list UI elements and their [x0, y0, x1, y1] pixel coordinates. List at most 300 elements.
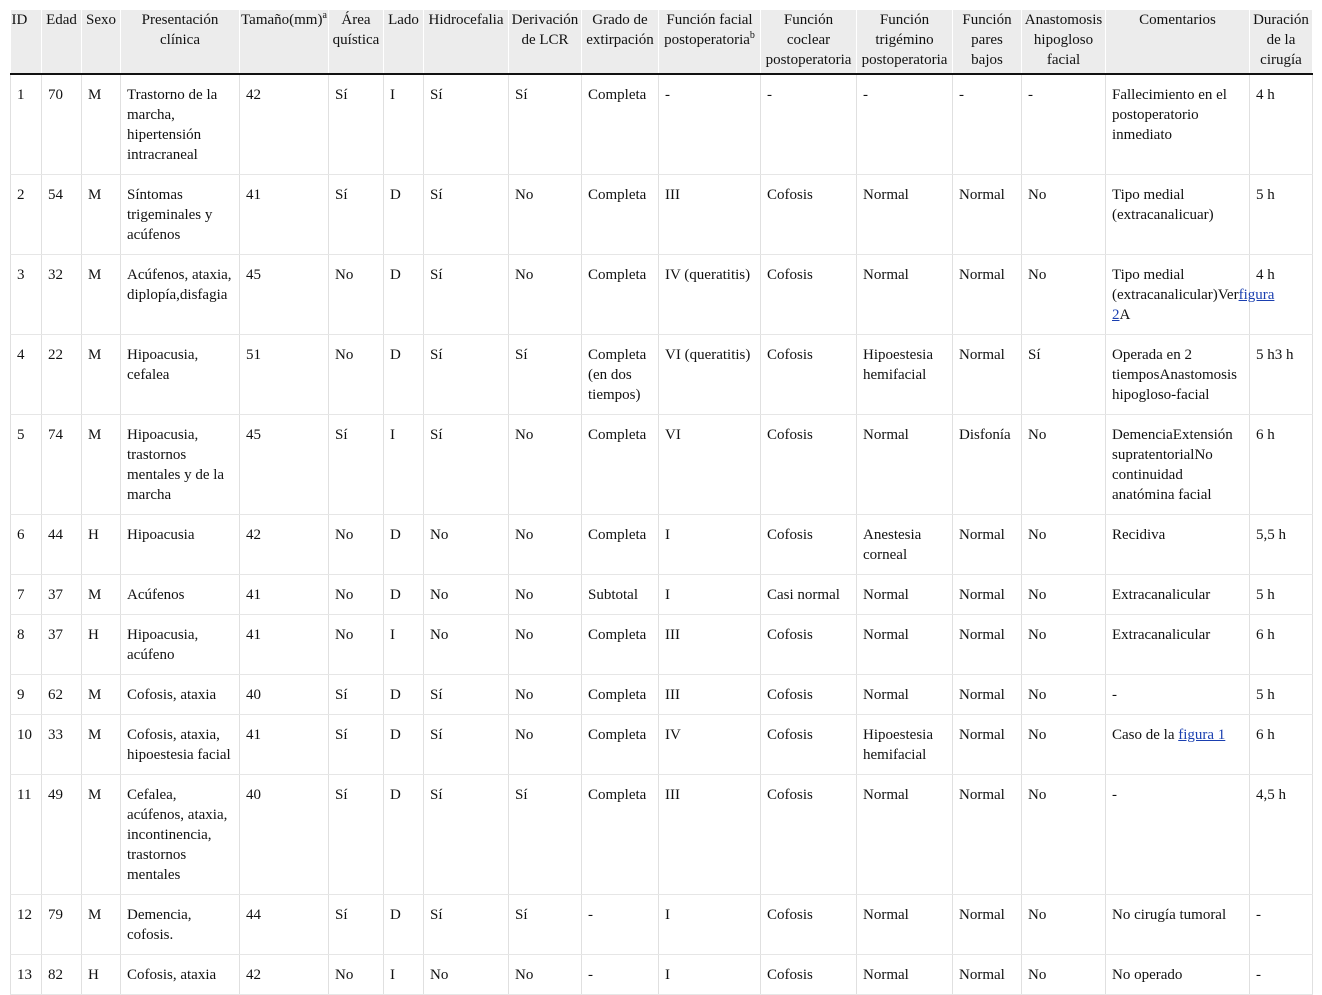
table-cell	[659, 955, 761, 995]
table-cell	[424, 675, 509, 715]
table-cell	[1106, 175, 1250, 255]
cell-text: 5 h3 h	[1256, 347, 1294, 363]
cell-text: D	[390, 787, 401, 803]
cell-text: No	[1028, 187, 1047, 203]
cell-text: Completa (en dos tiempos)	[588, 347, 647, 403]
cell-text: Sí	[430, 907, 443, 923]
cell-text: No	[430, 627, 449, 643]
cell-text: 33	[48, 727, 63, 743]
table-cell	[329, 515, 384, 575]
table-cell	[384, 675, 424, 715]
table-cell	[121, 895, 240, 955]
table-cell	[953, 615, 1022, 675]
table-cell	[1022, 955, 1106, 995]
table-cell	[384, 74, 424, 175]
cell-text: M	[88, 587, 102, 603]
cell-text: M	[88, 87, 102, 103]
table-cell	[953, 255, 1022, 335]
cell-text: 79	[48, 907, 63, 923]
cell-text: Sí	[335, 907, 348, 923]
cell-text: Normal	[863, 687, 909, 703]
cell-text: H	[88, 967, 99, 983]
table-cell	[121, 515, 240, 575]
table-cell	[761, 775, 857, 895]
cell-text: Operada en 2 tiemposAnastomosis hipogloso-facial	[1112, 347, 1238, 403]
table-header	[11, 10, 1313, 74]
table-cell	[11, 775, 42, 895]
table-cell	[384, 575, 424, 615]
cell-text: I	[390, 87, 395, 103]
table-cell	[11, 615, 42, 675]
cell-text: VI (queratitis)	[665, 347, 751, 363]
table-cell	[509, 775, 582, 895]
cell-text: 42	[246, 87, 261, 103]
cell-text: 2	[17, 187, 25, 203]
cell-text: M	[88, 347, 102, 363]
cell-text: 9	[17, 687, 25, 703]
cell-text: Cofosis	[767, 727, 813, 743]
cell-text: Sí	[335, 427, 348, 443]
table-cell	[1106, 955, 1250, 995]
cell-text: Hipoestesia hemifacial	[863, 727, 933, 763]
table-cell	[1022, 335, 1106, 415]
table-cell	[82, 775, 121, 895]
column-header-label: Comentarios	[1139, 12, 1216, 28]
cell-text: D	[390, 587, 401, 603]
table-cell	[82, 415, 121, 515]
cell-text: M	[88, 727, 102, 743]
cell-text: No cirugía tumoral	[1112, 907, 1227, 923]
cell-text: 22	[48, 347, 63, 363]
cell-text: Sí	[515, 787, 528, 803]
cell-text: IV	[665, 727, 681, 743]
cell-text: D	[390, 527, 401, 543]
table-cell	[509, 74, 582, 175]
table-cell	[509, 255, 582, 335]
table-cell	[42, 575, 82, 615]
column-header-label: Derivación de LCR	[511, 12, 579, 48]
table-cell	[659, 255, 761, 335]
table-cell	[857, 255, 953, 335]
table-cell	[82, 335, 121, 415]
table-cell	[11, 575, 42, 615]
cell-text: 41	[246, 627, 261, 643]
cell-text: 6	[17, 527, 25, 543]
table-cell	[1106, 895, 1250, 955]
table-cell	[1106, 715, 1250, 775]
cell-text: Tipo medial (extracanalicuar)	[1112, 187, 1214, 223]
cell-text: 6 h	[1256, 727, 1275, 743]
table-cell	[1250, 955, 1313, 995]
cell-text: 41	[246, 587, 261, 603]
table-cell	[953, 895, 1022, 955]
table-cell	[424, 175, 509, 255]
table-cell	[857, 955, 953, 995]
column-header-label: Función coclear postoperatoria	[765, 12, 852, 68]
table-cell	[582, 775, 659, 895]
table-cell	[761, 335, 857, 415]
table-cell	[857, 895, 953, 955]
cell-text: Tipo medial (extracanalicular)Ver	[1112, 267, 1239, 303]
cell-text: No	[335, 267, 354, 283]
cell-text: Cofosis, ataxia, hipoestesia facial	[127, 727, 231, 763]
cell-text: Cofosis	[767, 527, 813, 543]
cell-text: Sí	[335, 687, 348, 703]
table-cell	[384, 175, 424, 255]
cell-text: 40	[246, 787, 261, 803]
cell-text: III	[665, 187, 680, 203]
table-cell	[329, 175, 384, 255]
cell-text: Normal	[959, 267, 1005, 283]
table-cell	[1106, 675, 1250, 715]
cell-text: III	[665, 627, 680, 643]
table-cell	[582, 415, 659, 515]
table-cell	[1250, 715, 1313, 775]
table-row	[11, 515, 1313, 575]
cell-text: Normal	[863, 907, 909, 923]
cell-text: Cofosis	[767, 347, 813, 363]
cell-text: Sí	[430, 347, 443, 363]
table-row	[11, 575, 1313, 615]
cell-text: No	[1028, 527, 1047, 543]
table-cell	[509, 335, 582, 415]
cell-text: I	[390, 627, 395, 643]
table-cell	[11, 895, 42, 955]
table-cell	[582, 335, 659, 415]
cell-text: Hipoestesia hemifacial	[863, 347, 933, 383]
table-cell	[240, 415, 329, 515]
cell-text: Sí	[335, 727, 348, 743]
table-cell	[240, 74, 329, 175]
table-cell	[42, 74, 82, 175]
table-cell	[121, 955, 240, 995]
cell-text: 12	[17, 907, 32, 923]
table-cell	[761, 74, 857, 175]
cell-text: No	[515, 267, 534, 283]
cell-text: -	[588, 967, 593, 983]
column-header	[240, 10, 329, 74]
column-header	[1106, 10, 1250, 74]
table-cell	[1250, 175, 1313, 255]
cell-text: No	[335, 527, 354, 543]
cell-text: M	[88, 187, 102, 203]
cell-text: No	[1028, 967, 1047, 983]
cell-text: -	[959, 87, 964, 103]
table-cell	[240, 775, 329, 895]
table-cell	[659, 615, 761, 675]
cell-text: -	[665, 87, 670, 103]
table-cell	[329, 615, 384, 675]
table-cell	[384, 615, 424, 675]
cell-text: No	[335, 627, 354, 643]
column-header	[121, 10, 240, 74]
table-cell	[82, 515, 121, 575]
cell-text: D	[390, 187, 401, 203]
cell-text: 6 h	[1256, 627, 1275, 643]
cell-text: Demencia, cofosis.	[127, 907, 192, 943]
cell-text: No	[515, 967, 534, 983]
table-row	[11, 74, 1313, 175]
table-cell	[659, 515, 761, 575]
table-cell	[424, 74, 509, 175]
table-cell	[1250, 515, 1313, 575]
cell-text: Disfonía	[959, 427, 1011, 443]
cell-text: I	[665, 967, 670, 983]
cell-text: Normal	[959, 527, 1005, 543]
table-cell	[1106, 775, 1250, 895]
cell-text: -	[767, 87, 772, 103]
cell-text: 37	[48, 587, 63, 603]
table-cell	[11, 675, 42, 715]
cell-text: -	[863, 87, 868, 103]
cell-text: Sí	[335, 87, 348, 103]
cell-text: Cofosis	[767, 907, 813, 923]
cell-text: Sí	[430, 787, 443, 803]
cell-text: M	[88, 267, 102, 283]
cell-text: 49	[48, 787, 63, 803]
table-cell	[424, 715, 509, 775]
table-cell	[424, 615, 509, 675]
cell-text: No	[1028, 627, 1047, 643]
table-cell	[329, 575, 384, 615]
cell-text: 82	[48, 967, 63, 983]
cell-text: 42	[246, 967, 261, 983]
table-cell	[582, 515, 659, 575]
table-cell	[761, 675, 857, 715]
cell-text: Sí	[515, 87, 528, 103]
table-row	[11, 335, 1313, 415]
table-cell	[1106, 74, 1250, 175]
cell-text: Normal	[959, 727, 1005, 743]
cell-text: IV (queratitis)	[665, 267, 751, 283]
cell-text: Sí	[430, 267, 443, 283]
table-cell	[953, 74, 1022, 175]
table-row	[11, 415, 1313, 515]
table-cell	[509, 955, 582, 995]
cell-text: Hipoacusia	[127, 527, 195, 543]
table-cell	[509, 515, 582, 575]
cell-text: Normal	[863, 187, 909, 203]
cell-text: No	[515, 627, 534, 643]
table-cell	[953, 515, 1022, 575]
column-header	[857, 10, 953, 74]
table-cell	[82, 74, 121, 175]
cell-text: 5 h	[1256, 687, 1275, 703]
cell-text: Cofosis	[767, 267, 813, 283]
table-cell	[509, 575, 582, 615]
cell-text: No	[1028, 907, 1047, 923]
cell-text: 41	[246, 187, 261, 203]
table-cell	[42, 715, 82, 775]
cell-text: Caso de la	[1112, 727, 1175, 743]
cell-text: Sí	[430, 87, 443, 103]
table-cell	[1022, 575, 1106, 615]
table-cell	[659, 895, 761, 955]
cell-text: Sí	[335, 787, 348, 803]
table-cell	[857, 74, 953, 175]
table-cell	[329, 255, 384, 335]
table-cell	[953, 575, 1022, 615]
table-cell	[1250, 775, 1313, 895]
table-cell	[11, 955, 42, 995]
column-header	[82, 10, 121, 74]
table-cell	[509, 615, 582, 675]
table-cell	[761, 575, 857, 615]
cell-text: 42	[246, 527, 261, 543]
table-cell	[761, 415, 857, 515]
table-cell	[1106, 515, 1250, 575]
table-cell	[329, 335, 384, 415]
table-cell	[42, 675, 82, 715]
cell-text: Normal	[863, 427, 909, 443]
table-cell	[121, 74, 240, 175]
cell-text: H	[88, 627, 99, 643]
cell-text: -	[1256, 967, 1261, 983]
table-row	[11, 175, 1313, 255]
table-cell	[82, 175, 121, 255]
table-cell	[857, 415, 953, 515]
table-cell	[582, 575, 659, 615]
cell-text: Acúfenos, ataxia, diplopía,disfagia	[127, 267, 232, 303]
table-cell	[1022, 74, 1106, 175]
column-header	[953, 10, 1022, 74]
table-cell	[761, 715, 857, 775]
column-header-label: Tamaño(mm)	[241, 12, 323, 28]
table-cell	[582, 74, 659, 175]
table-row	[11, 675, 1313, 715]
figure-link[interactable]: figura 1	[1178, 727, 1226, 743]
cell-text: Normal	[863, 587, 909, 603]
cell-text: D	[390, 267, 401, 283]
cell-text: Cofosis	[767, 787, 813, 803]
cell-text: Cofosis	[767, 627, 813, 643]
table-cell	[424, 955, 509, 995]
column-header	[329, 10, 384, 74]
column-header	[42, 10, 82, 74]
cell-text: 62	[48, 687, 63, 703]
cell-text: Completa	[588, 427, 647, 443]
table-cell	[121, 675, 240, 715]
cell-text: 44	[48, 527, 63, 543]
table-cell	[240, 895, 329, 955]
column-header	[424, 10, 509, 74]
cell-text: Completa	[588, 87, 647, 103]
table-cell	[121, 715, 240, 775]
cell-text: 5 h	[1256, 587, 1275, 603]
cell-text: 11	[17, 787, 32, 803]
table-cell	[240, 255, 329, 335]
cell-text: Normal	[959, 687, 1005, 703]
cell-text: 32	[48, 267, 63, 283]
table-cell	[42, 955, 82, 995]
cell-text: 54	[48, 187, 63, 203]
table-cell	[424, 775, 509, 895]
cell-text: No	[335, 347, 354, 363]
cell-text: -	[588, 907, 593, 923]
cell-text: No	[1028, 267, 1047, 283]
cell-text: 5,5 h	[1256, 527, 1286, 543]
cell-text: M	[88, 427, 102, 443]
table-cell	[11, 175, 42, 255]
figure-link[interactable]: figura 2	[1112, 287, 1275, 323]
table-body	[11, 74, 1313, 995]
table-cell	[1250, 575, 1313, 615]
table-cell	[659, 175, 761, 255]
table-cell	[240, 955, 329, 995]
footnote-marker: b	[749, 30, 755, 41]
table-cell	[1250, 675, 1313, 715]
cell-text: -	[1112, 787, 1117, 803]
cell-text: 5 h	[1256, 187, 1275, 203]
cell-text: Cofosis	[767, 427, 813, 443]
table-row	[11, 615, 1313, 675]
column-header	[1022, 10, 1106, 74]
table-cell	[582, 715, 659, 775]
column-header-label: Lado	[388, 12, 419, 28]
cell-text: Sí	[430, 727, 443, 743]
column-header-label: ID	[11, 12, 28, 28]
table-cell	[82, 575, 121, 615]
table-cell	[384, 715, 424, 775]
cell-text: Normal	[959, 587, 1005, 603]
table-cell	[121, 775, 240, 895]
table-cell	[121, 255, 240, 335]
table-cell	[1106, 575, 1250, 615]
column-header	[11, 10, 42, 74]
cell-text: 4 h	[1256, 87, 1275, 103]
cell-text: 4	[17, 347, 25, 363]
table-cell	[857, 175, 953, 255]
table-cell	[82, 715, 121, 775]
cell-text: Fallecimiento en el postoperatorio inmediato	[1112, 87, 1227, 143]
table-cell	[121, 175, 240, 255]
table-cell	[329, 895, 384, 955]
cell-text: 51	[246, 347, 261, 363]
cell-text: III	[665, 787, 680, 803]
cell-text: Anestesia corneal	[863, 527, 922, 563]
footnote-marker: a	[322, 10, 327, 21]
cell-text: No	[430, 587, 449, 603]
cell-text: D	[390, 687, 401, 703]
column-header	[582, 10, 659, 74]
cell-text: 4,5 h	[1256, 787, 1286, 803]
table-cell	[329, 675, 384, 715]
table-cell	[761, 955, 857, 995]
table-cell	[82, 675, 121, 715]
cell-text: Casi normal	[767, 587, 840, 603]
cell-text: Cefalea, acúfenos, ataxia, incontinencia, trastornos mentales	[127, 787, 228, 883]
cell-text: Normal	[959, 787, 1005, 803]
column-header-label: Área quística	[332, 12, 380, 48]
cell-text: Normal	[959, 907, 1005, 923]
table-cell	[1250, 335, 1313, 415]
table-cell	[582, 175, 659, 255]
cell-text: 74	[48, 427, 63, 443]
table-cell	[1022, 775, 1106, 895]
table-cell	[82, 895, 121, 955]
table-cell	[857, 615, 953, 675]
table-cell	[424, 255, 509, 335]
cell-text: No	[1028, 587, 1047, 603]
table-cell	[121, 415, 240, 515]
table-cell	[121, 335, 240, 415]
cell-text: Subtotal	[588, 587, 639, 603]
cell-text: Completa	[588, 187, 647, 203]
cell-text: 13	[17, 967, 32, 983]
table-cell	[42, 175, 82, 255]
cell-text: Normal	[959, 347, 1005, 363]
column-header-label: Hidrocefalia	[428, 12, 504, 28]
